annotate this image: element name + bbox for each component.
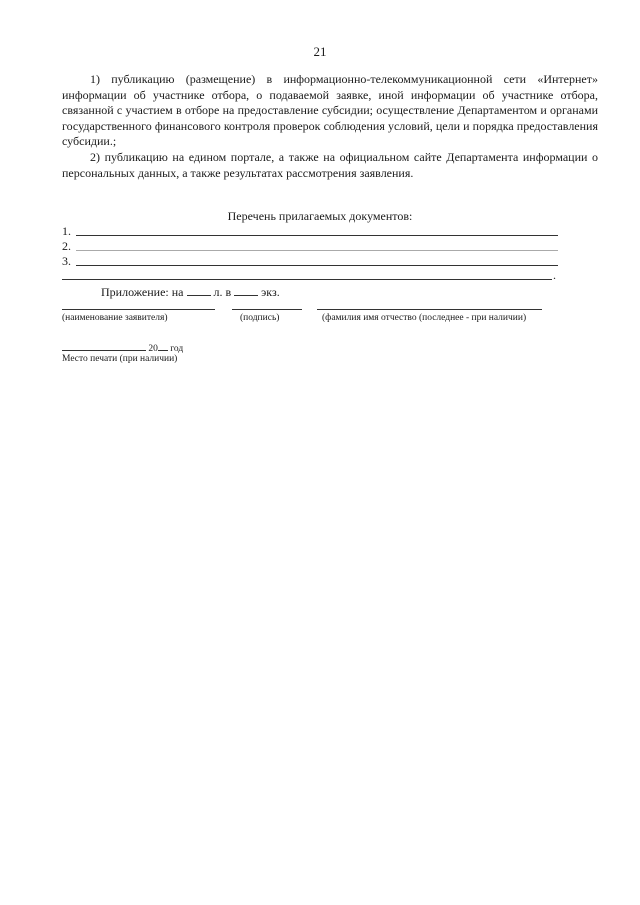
- full-name-caption: (фамилия имя отчество (последнее - при наличии): [322, 313, 527, 323]
- date-day-field[interactable]: [62, 341, 146, 351]
- document-line-1[interactable]: [76, 235, 558, 236]
- paragraph-1-text: 1) публикацию (размещение) в информационно-телекоммуникационной сети «Интернет» информации об участнике отбора, о подаваемой заявке, иной информации об участнике отбора, связанной с участием в отборе на предоставление субсидии; осуществление Департаментом и органами государственного финансового контроля проверок соблюдения условий, цели и порядка предоставления субсидии.;: [62, 72, 598, 149]
- paragraph-2-text: 2) публикацию на едином портале, а также на официальном сайте Департамента информации о персональных данных, а также результатах рассмотрения заявления.: [62, 150, 598, 180]
- applicant-name-caption: (наименование заявителя): [62, 313, 168, 323]
- page-number: 21: [313, 44, 327, 59]
- appendix-pages-field[interactable]: [187, 284, 211, 296]
- full-name-line[interactable]: [317, 309, 542, 310]
- applicant-name-line[interactable]: [62, 309, 215, 310]
- date-year-field[interactable]: [158, 341, 168, 351]
- date-year-prefix: 20: [148, 344, 158, 354]
- date-year-suffix: год: [170, 344, 184, 354]
- document-line-3[interactable]: [76, 265, 558, 266]
- document-line-4[interactable]: [62, 279, 552, 280]
- appendix-line: [101, 284, 280, 300]
- appendix-prefix: Приложение: на: [101, 285, 184, 299]
- appendix-middle: л. в: [213, 285, 232, 299]
- document-item-number: 1.: [62, 224, 71, 238]
- document-item-2[interactable]: [62, 239, 71, 253]
- document-item-1[interactable]: [62, 224, 71, 238]
- documents-list-title: Перечень прилагаемых документов:: [227, 209, 413, 223]
- date-line: [62, 341, 183, 354]
- document-item-number: 2.: [62, 239, 71, 253]
- stamp-place-caption: Место печати (при наличии): [62, 354, 178, 364]
- paragraph-1: [62, 72, 598, 150]
- paragraph-2: [62, 150, 598, 181]
- signature-line[interactable]: [232, 309, 302, 310]
- appendix-suffix: экз.: [261, 285, 280, 299]
- document-item-3[interactable]: [62, 254, 71, 268]
- document-item-number: 3.: [62, 254, 71, 268]
- document-line-2[interactable]: [76, 250, 558, 251]
- signature-caption: (подпись): [240, 313, 280, 323]
- appendix-copies-field[interactable]: [234, 284, 258, 296]
- list-end-mark: .: [553, 268, 556, 282]
